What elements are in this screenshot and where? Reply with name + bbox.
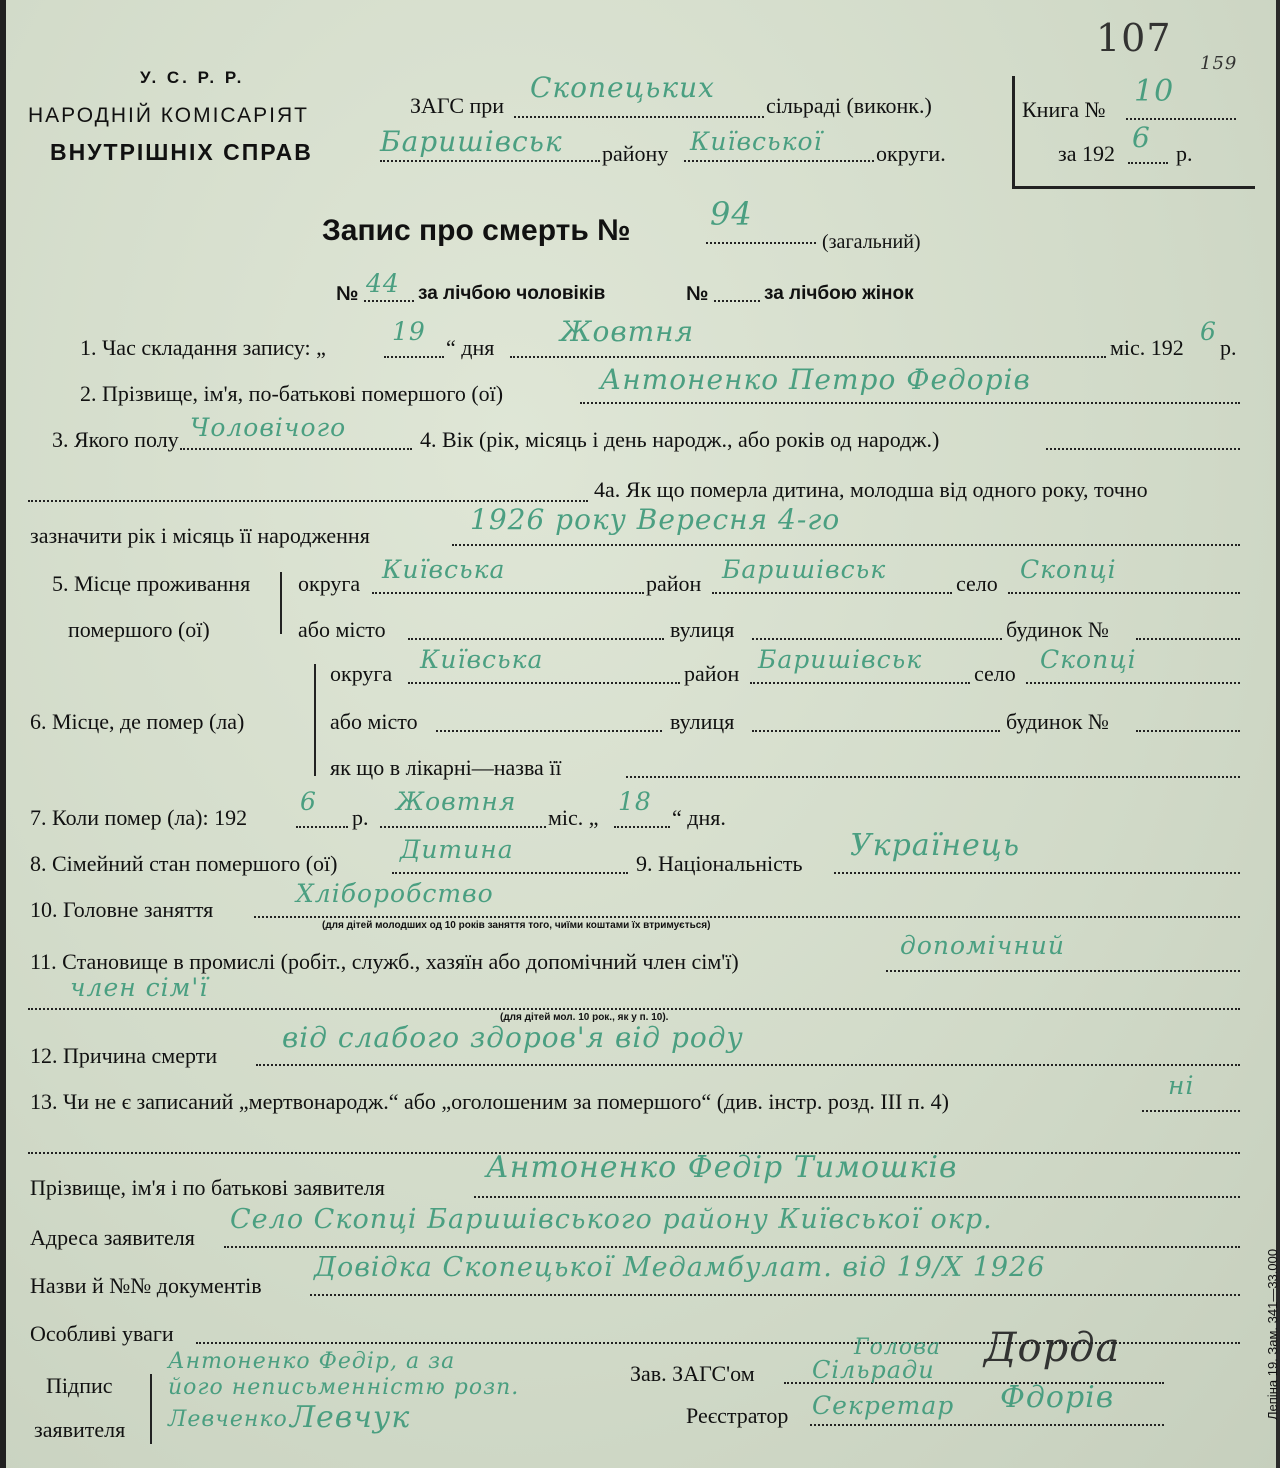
hw-app-sign-4: Левчук [290, 1400, 411, 1435]
f5-selo-label: село [956, 571, 998, 596]
hw-raion: Баришівськ [380, 125, 563, 158]
okruha-line [684, 160, 874, 162]
death-house-line [1136, 730, 1240, 732]
f6-house-label: будинок № [1006, 709, 1109, 734]
nationality-line [834, 872, 1240, 874]
documents-line [310, 1294, 1240, 1296]
death-city-line [436, 730, 662, 732]
hw-applicant: Антоненко Федір Тимошків [486, 1150, 958, 1185]
hw-death-raion: Баришівськ [758, 645, 923, 674]
hw-head-word: Голова [854, 1335, 941, 1360]
hw-reg-sign: Фдорів [1000, 1380, 1115, 1415]
hw-name: Антоненко Петро Федорів [600, 363, 1031, 396]
hw-app-sign-2: його неписьменністю розп. [168, 1375, 520, 1400]
hw-men-no: 44 [366, 269, 400, 298]
registrar-label: Реєстратор [686, 1403, 789, 1428]
hw-nationality: Українець [850, 828, 1021, 863]
sign-label-2: заявителя [34, 1417, 126, 1442]
f1-label-b: “ дня [446, 335, 495, 360]
f1-label-c: міс. 192 [1110, 335, 1184, 360]
hw-position-2: член сім'ї [70, 973, 209, 1002]
f8-label: 8. Сімейний стан помершого (ої) [30, 851, 338, 876]
record-no-line [706, 242, 816, 244]
raion-label: району [602, 141, 669, 166]
hospital-line [626, 776, 1240, 778]
hw-birth: 1926 року Вересня 4-го [470, 503, 841, 536]
month-line [510, 356, 1106, 358]
hw-book-no: 10 [1134, 74, 1175, 109]
hw-sex: Чоловічого [190, 413, 347, 442]
book-line [1126, 118, 1236, 120]
f5-label-2: помершого (ої) [68, 617, 210, 642]
address-line [224, 1246, 1240, 1248]
commissariat-label: НАРОДНІЙ КОМІСАРІЯТ [28, 104, 309, 127]
res-city-line [408, 638, 664, 640]
death-day-line [614, 826, 670, 828]
applicant-line [474, 1196, 1240, 1198]
day-line [384, 356, 444, 358]
f6-raion-label: район [684, 661, 740, 686]
cause-line [256, 1064, 1240, 1066]
hw-res-raion: Баришівськ [722, 555, 887, 584]
hw-head-org: Сільради [812, 1356, 935, 1384]
hw-death-year: 6 [300, 787, 317, 816]
f5-okruha-label: округа [298, 571, 361, 596]
printer-imprint: Лепіна 19. Зам. 341—33.000 [1265, 1248, 1280, 1420]
hw-position-1: допомічний [900, 931, 1065, 960]
hw-secretary: Секретар [812, 1391, 955, 1420]
f9-label: 9. Національність [636, 851, 803, 876]
women-num-sign: № [686, 283, 709, 305]
hw-book-year: 6 [1132, 121, 1151, 154]
hw-page-number-b: 159 [1200, 53, 1238, 74]
death-month-line [380, 826, 546, 828]
hw-res-selo: Скопці [1020, 555, 1117, 584]
hw-marital: Дитина [400, 835, 514, 864]
hw-still: ні [1168, 1071, 1195, 1100]
f10-note: (для дітей молодших од 10 років заняття того, чиїми коштами їх втримується) [322, 920, 711, 931]
hw-village: Скопецьких [530, 71, 715, 104]
death-raion-line [750, 682, 970, 684]
f1-label-d: р. [1220, 335, 1237, 360]
f6-city-label: або місто [330, 709, 418, 734]
death-selo-line [1026, 682, 1240, 684]
address-label: Адреса заявителя [30, 1225, 195, 1250]
general-label: (загальний) [822, 231, 921, 253]
book-year-line [1128, 162, 1168, 164]
hw-record-no: 94 [710, 195, 753, 233]
women-no-line [714, 300, 760, 302]
hw-day: 19 [392, 317, 426, 346]
f5-house-label: будинок № [1006, 617, 1109, 642]
f6-hospital-label: як що в лікарні—назва її [330, 755, 562, 780]
f4-label: 4. Вік (рік, місяць і день народж., або років од народж.) [420, 427, 940, 452]
hw-year: 6 [1200, 317, 1217, 346]
still-line [1142, 1110, 1240, 1112]
f3-label: 3. Якого полу [52, 427, 179, 452]
f11-note: (для дітей мол. 10 рок., як у п. 10). [500, 1012, 669, 1023]
selrada-label: сільраді (виконк.) [766, 93, 932, 118]
year-suffix: р. [1176, 141, 1193, 166]
men-label: за лічбою чоловіків [418, 283, 606, 304]
marital-line [392, 872, 628, 874]
page-right-edge [1276, 0, 1280, 1468]
record-title: Запис про смерть № [322, 214, 631, 247]
hw-res-okruha: Київська [382, 555, 506, 584]
hw-occupation: Хліборобство [296, 879, 494, 908]
occupation-line [254, 916, 1240, 918]
hw-okruha: Київської [690, 127, 823, 156]
registrar-line [810, 1424, 1164, 1426]
sign-label-1: Підпис [46, 1373, 113, 1398]
applicant-label: Прізвище, ім'я і по батькові заявителя [30, 1175, 385, 1200]
year-prefix: за 192 [1058, 141, 1115, 166]
f6-selo-label: село [974, 661, 1016, 686]
f5-brace [280, 572, 282, 634]
sex-line [180, 448, 412, 450]
hw-app-sign-3: Левченко [168, 1407, 288, 1432]
hw-death-selo: Скопці [1040, 645, 1137, 674]
men-num-sign: № [336, 283, 359, 305]
hw-page-number: 107 [1096, 16, 1172, 60]
hw-head-sign: Дорда [984, 1325, 1121, 1371]
hw-cause: від слабого здоров'я від роду [282, 1021, 744, 1054]
birth-line [452, 544, 1240, 546]
res-raion-line [712, 592, 952, 594]
f10-label: 10. Головне заняття [30, 897, 214, 922]
women-label: за лічбою жінок [764, 283, 914, 304]
f5-raion-label: район [646, 571, 702, 596]
res-selo-line [1008, 592, 1240, 594]
documents-label: Назви й №№ документів [30, 1273, 262, 1298]
hw-app-sign-1: Антоненко Федір, а за [168, 1349, 456, 1374]
f2-label: 2. Прізвище, ім'я, по-батькові помершого (ої) [80, 381, 504, 406]
res-okruha-line [372, 592, 644, 594]
notes-label: Особливі уваги [30, 1321, 174, 1346]
f7-label-d: “ дня. [672, 805, 726, 830]
death-okruha-line [408, 682, 680, 684]
f1-label-a: 1. Час складання запису: „ [80, 335, 326, 360]
village-line [514, 116, 764, 118]
f5-city-label: або місто [298, 617, 386, 642]
republic-label: У. С. Р. Р. [140, 68, 245, 87]
age-line [1046, 448, 1240, 450]
f7-label-b: р. [352, 805, 369, 830]
position-line [886, 970, 1240, 972]
sign-brace [150, 1374, 152, 1444]
f6-label: 6. Місце, де помер (ла) [30, 709, 245, 734]
raion-line [380, 160, 600, 162]
death-street-line [752, 730, 1000, 732]
zags-prefix: ЗАГС при [410, 93, 505, 118]
position-line-2 [28, 1008, 1240, 1010]
res-house-line [1136, 638, 1240, 640]
book-label: Книга № [1022, 97, 1106, 122]
hw-address: Село Скопці Баришівського району Київської окр. [230, 1204, 993, 1235]
page-left-edge [0, 0, 6, 1468]
f11-label: 11. Становище в промислі (робіт., служб., хазяїн або допомічний член сім'ї) [30, 949, 739, 974]
men-no-line [364, 300, 414, 302]
okruha-label: округи. [876, 141, 946, 166]
death-year-line [296, 826, 348, 828]
head-label: Зав. ЗАГС'ом [630, 1361, 755, 1386]
hw-death-okruha: Київська [420, 645, 544, 674]
f4a-label-1: 4а. Як що померла дитина, молодша від одного року, точно [594, 477, 1148, 502]
hw-death-day: 18 [618, 787, 652, 816]
f12-label: 12. Причина смерти [30, 1043, 218, 1068]
f13-label: 13. Чи не є записаний „мертвонародж.“ або „оголошеним за помершого“ (див. інстр. розд. III п. 4) [30, 1089, 949, 1114]
f7-label-a: 7. Коли помер (ла): 192 [30, 805, 248, 830]
hw-documents: Довідка Скопецької Медамбулат. від 19/Х 1926 [314, 1252, 1046, 1283]
ministry-label: ВНУТРІШНІХ СПРАВ [50, 139, 313, 165]
hw-month: Жовтня [560, 315, 695, 348]
f6-brace [314, 664, 316, 776]
res-street-line [752, 638, 1002, 640]
f5-label-1: 5. Місце проживання [52, 571, 251, 596]
f6-okruha-label: округа [330, 661, 393, 686]
f6-street-label: вулиця [670, 709, 735, 734]
f5-street-label: вулиця [670, 617, 735, 642]
f7-label-c: міс. „ [548, 805, 599, 830]
f4a-label-2: зазначити рік і місяць її народження [30, 523, 370, 548]
name-line [580, 402, 1240, 404]
age-line-2 [28, 500, 588, 502]
hw-death-month: Жовтня [396, 787, 517, 816]
